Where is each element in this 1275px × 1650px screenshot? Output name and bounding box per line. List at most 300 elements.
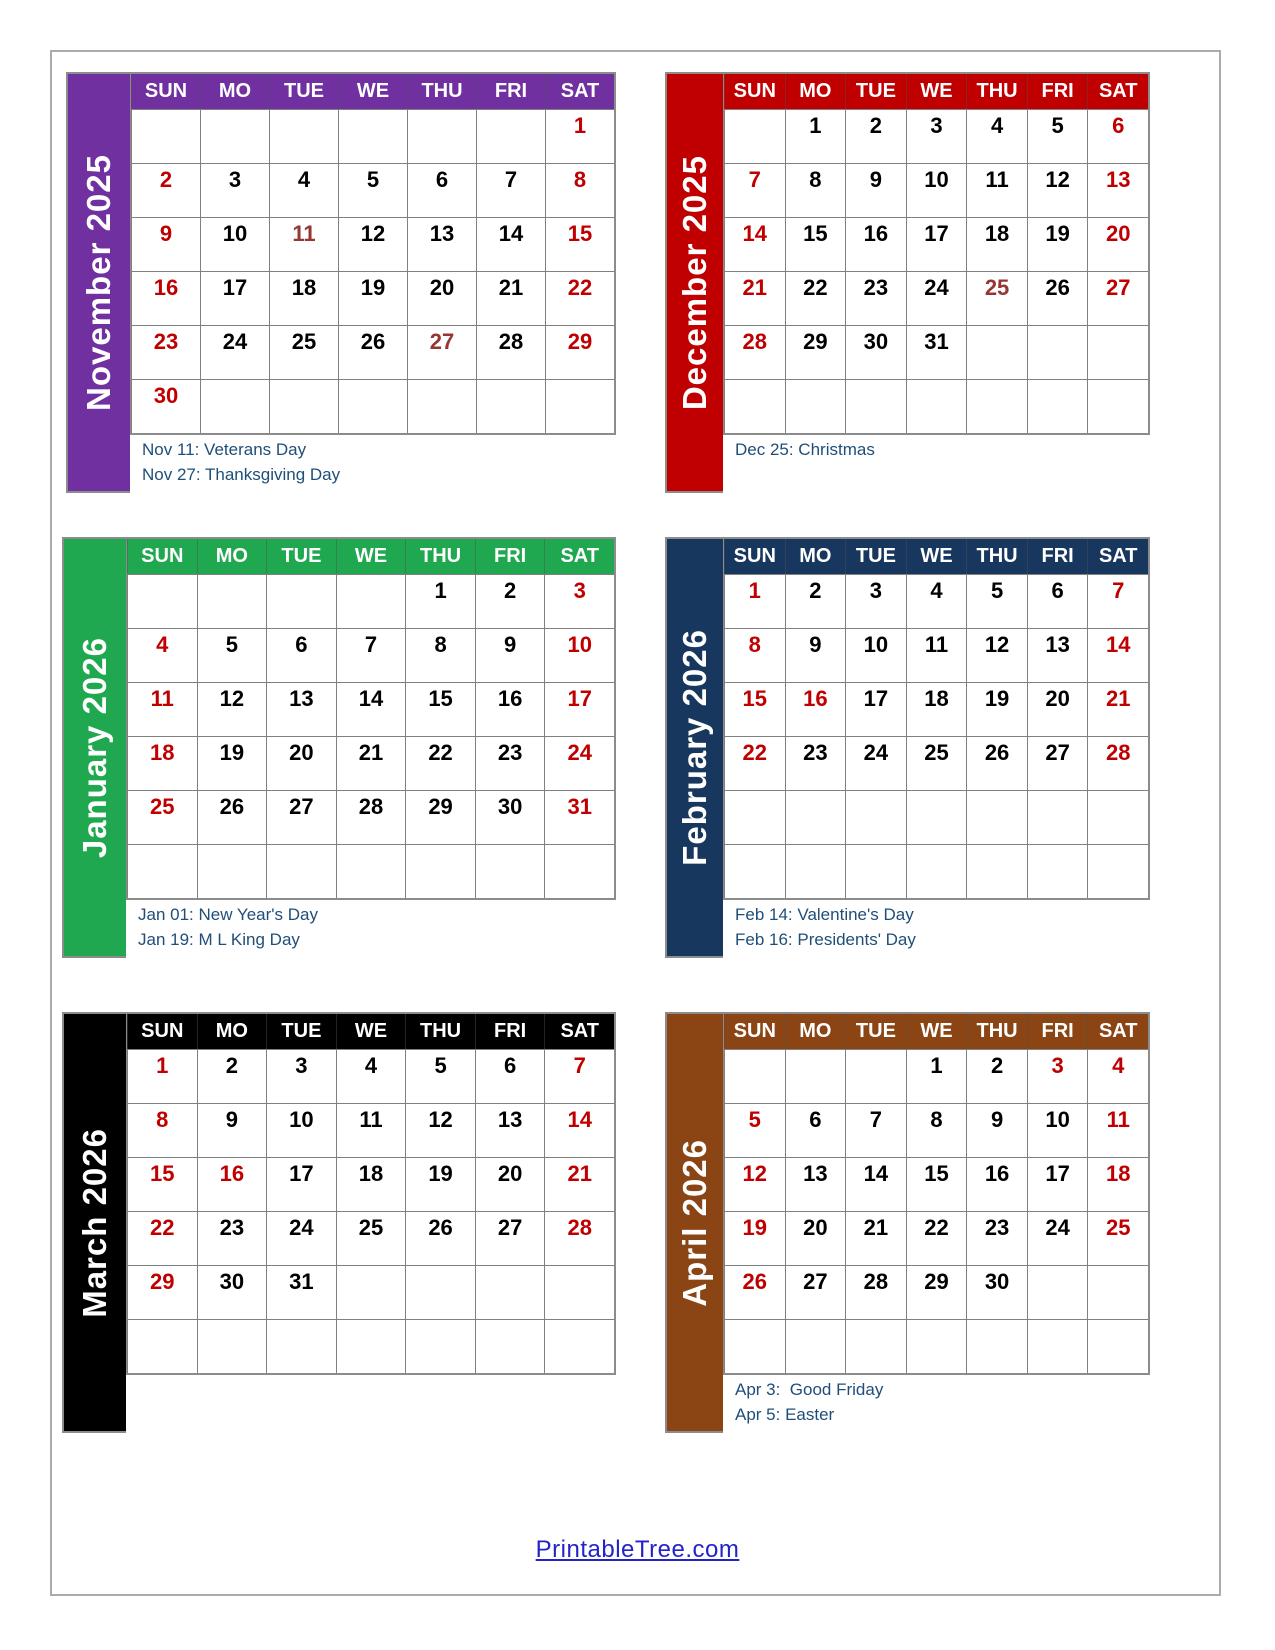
day-header-tue: TUE: [269, 74, 338, 109]
day-cell: [200, 163, 269, 217]
day-number: 27: [1045, 740, 1070, 765]
calendar-dec: [665, 72, 1150, 493]
day-number: 3: [930, 113, 943, 138]
day-cell: [966, 736, 1027, 790]
day-number: 2: [869, 113, 883, 138]
day-cell: [476, 217, 545, 271]
day-cell: [127, 1103, 197, 1157]
day-number: 12: [219, 686, 245, 711]
day-cell: [405, 1211, 475, 1265]
day-cell: [544, 1157, 614, 1211]
day-number: 10: [1045, 1107, 1070, 1132]
day-number: 15: [150, 1161, 175, 1186]
day-number: 29: [428, 794, 453, 819]
day-cell: [785, 1157, 846, 1211]
holiday-note: Jan 19: M L King Day: [138, 929, 300, 949]
footer-link[interactable]: PrintableTree.com: [535, 1536, 740, 1563]
day-number: 27: [429, 329, 455, 354]
month-label-bar: [62, 1012, 126, 1433]
day-number: 24: [1045, 1215, 1070, 1240]
day-number: 16: [153, 275, 179, 300]
empty-cell: [475, 1265, 545, 1319]
day-number: 9: [990, 1107, 1004, 1132]
day-cell: [785, 1265, 846, 1319]
empty-cell: [1027, 790, 1088, 844]
empty-cell: [785, 1319, 846, 1373]
day-header-mo: MO: [785, 539, 846, 574]
day-cell: [127, 736, 197, 790]
day-number: 17: [863, 686, 889, 711]
day-cell: [906, 109, 967, 163]
day-number: 28: [358, 794, 384, 819]
day-cell: [1087, 271, 1148, 325]
day-number: 16: [863, 221, 889, 246]
empty-cell: [845, 1319, 906, 1373]
day-number: 29: [567, 329, 593, 354]
day-cell: [966, 163, 1027, 217]
day-header-we: WE: [906, 74, 967, 109]
day-cell: [785, 325, 846, 379]
day-cell: [845, 217, 906, 271]
day-cell: [200, 271, 269, 325]
empty-cell: [785, 1049, 846, 1103]
day-header-fri: FRI: [475, 539, 545, 574]
weekday-header-row: [724, 1014, 1148, 1049]
day-number: 5: [434, 1053, 447, 1078]
day-number: 30: [497, 794, 523, 819]
holiday-notes: [723, 900, 1150, 958]
day-number: 21: [358, 740, 384, 765]
day-cell: [845, 1103, 906, 1157]
day-number: 13: [497, 1107, 523, 1132]
day-number: 12: [428, 1107, 453, 1132]
day-cell: [845, 163, 906, 217]
day-number: 6: [809, 1107, 822, 1132]
empty-cell: [724, 379, 785, 433]
day-number: 5: [748, 1107, 761, 1132]
day-cell: [407, 163, 476, 217]
day-number: 8: [156, 1107, 169, 1132]
day-cell: [966, 1265, 1027, 1319]
day-cell: [405, 574, 475, 628]
empty-cell: [127, 574, 197, 628]
month-grid: [126, 537, 616, 900]
day-cell: [1027, 628, 1088, 682]
empty-cell: [336, 574, 406, 628]
day-cell: [269, 217, 338, 271]
day-number: 3: [573, 578, 586, 603]
empty-cell: [966, 790, 1027, 844]
day-cell: [131, 217, 200, 271]
day-cell: [724, 1265, 785, 1319]
day-cell: [545, 271, 614, 325]
month-grid: [130, 72, 616, 435]
empty-cell: [845, 790, 906, 844]
day-number: 23: [803, 740, 828, 765]
day-cell: [544, 736, 614, 790]
day-number: 7: [573, 1053, 586, 1078]
day-number: 23: [863, 275, 889, 300]
holiday-note: Nov 27: Thanksgiving Day: [142, 464, 341, 484]
month-grid: [723, 537, 1150, 900]
day-header-mo: MO: [785, 74, 846, 109]
empty-cell: [906, 844, 967, 898]
day-cell: [785, 163, 846, 217]
day-cells: [127, 1049, 614, 1373]
day-number: 8: [809, 167, 822, 192]
day-number: 27: [1105, 275, 1131, 300]
day-header-sun: SUN: [724, 1014, 785, 1049]
day-cell: [127, 1157, 197, 1211]
day-cell: [266, 1103, 336, 1157]
day-number: 12: [984, 632, 1010, 657]
day-cell: [785, 628, 846, 682]
day-cells: [724, 574, 1148, 898]
day-cell: [1087, 682, 1148, 736]
day-number: 29: [924, 1269, 949, 1294]
empty-cell: [966, 1319, 1027, 1373]
day-number: 19: [742, 1215, 768, 1240]
day-number: 4: [156, 632, 169, 657]
holiday-note: Jan 01: New Year's Day: [138, 905, 318, 924]
empty-cell: [131, 109, 200, 163]
day-cell: [269, 271, 338, 325]
day-number: 23: [497, 740, 523, 765]
day-number: 19: [219, 740, 245, 765]
day-cell: [724, 1157, 785, 1211]
day-cell: [785, 271, 846, 325]
day-cell: [966, 1103, 1027, 1157]
day-number: 31: [924, 329, 949, 354]
day-cell: [266, 1265, 336, 1319]
day-number: 24: [222, 329, 248, 354]
day-header-sat: SAT: [544, 539, 614, 574]
day-cell: [544, 682, 614, 736]
month-label-bar: [62, 537, 126, 958]
day-cell: [476, 325, 545, 379]
empty-cell: [1027, 844, 1088, 898]
day-cell: [545, 109, 614, 163]
day-number: 20: [289, 740, 314, 765]
day-cell: [127, 628, 197, 682]
weekday-header-row: [127, 539, 614, 574]
day-number: 8: [573, 167, 587, 192]
day-cell: [544, 1049, 614, 1103]
empty-cell: [1087, 844, 1148, 898]
day-number: 25: [291, 329, 317, 354]
holiday-note: Nov 11: Veterans Day: [142, 440, 307, 459]
day-number: 6: [504, 1053, 517, 1078]
day-number: 25: [358, 1215, 384, 1240]
day-header-fri: FRI: [1027, 539, 1088, 574]
day-number: 17: [222, 275, 248, 300]
month-grid: [723, 1012, 1150, 1375]
day-number: 21: [567, 1161, 592, 1186]
day-number: 18: [1105, 1161, 1131, 1186]
day-cell: [1087, 1049, 1148, 1103]
day-cell: [336, 1103, 406, 1157]
day-cell: [966, 1157, 1027, 1211]
day-number: 11: [292, 221, 316, 246]
day-cell: [545, 163, 614, 217]
day-cell: [1027, 271, 1088, 325]
day-cell: [197, 628, 267, 682]
day-header-fri: FRI: [1027, 1014, 1088, 1049]
day-number: 22: [428, 740, 453, 765]
weekday-header-row: [131, 74, 614, 109]
day-number: 22: [567, 275, 593, 300]
holiday-notes: [723, 435, 1150, 493]
empty-cell: [724, 1319, 785, 1373]
empty-cell: [845, 844, 906, 898]
day-cell: [966, 574, 1027, 628]
empty-cell: [906, 379, 967, 433]
day-cells: [131, 109, 614, 433]
day-number: 2: [225, 1053, 238, 1078]
holiday-note: Feb 16: Presidents' Day: [735, 929, 916, 949]
day-header-mo: MO: [197, 539, 267, 574]
day-number: 8: [930, 1107, 943, 1132]
day-number: 14: [498, 221, 524, 246]
day-cell: [127, 1049, 197, 1103]
day-number: 17: [1045, 1161, 1070, 1186]
day-number: 4: [1112, 1053, 1125, 1078]
day-cell: [338, 163, 407, 217]
holiday-note: Apr 5: Easter: [735, 1404, 835, 1424]
day-cell: [338, 217, 407, 271]
empty-cell: [197, 1319, 267, 1373]
day-number: 18: [984, 221, 1010, 246]
empty-cell: [269, 109, 338, 163]
day-number: 15: [567, 221, 593, 246]
day-number: 22: [742, 740, 768, 765]
day-cell: [966, 217, 1027, 271]
day-number: 25: [984, 275, 1010, 300]
day-number: 10: [567, 632, 592, 657]
day-number: 9: [504, 632, 517, 657]
day-cell: [544, 628, 614, 682]
day-header-thu: THU: [407, 74, 476, 109]
day-cell: [785, 736, 846, 790]
day-number: 1: [434, 578, 447, 603]
month-title: November 2025: [80, 154, 117, 411]
holiday-notes: [126, 900, 616, 958]
day-number: 11: [924, 632, 949, 657]
day-header-sun: SUN: [127, 539, 197, 574]
day-number: 28: [742, 329, 768, 354]
day-cell: [405, 790, 475, 844]
empty-cell: [407, 109, 476, 163]
day-cell: [127, 1265, 197, 1319]
day-number: 27: [289, 794, 314, 819]
day-cell: [475, 682, 545, 736]
empty-cell: [476, 379, 545, 433]
day-cell: [1087, 574, 1148, 628]
day-header-we: WE: [906, 539, 967, 574]
day-cell: [845, 109, 906, 163]
day-header-sun: SUN: [131, 74, 200, 109]
day-cell: [906, 1103, 967, 1157]
day-number: 2: [159, 167, 173, 192]
day-number: 13: [803, 1161, 828, 1186]
day-cell: [197, 1211, 267, 1265]
day-number: 11: [985, 167, 1009, 192]
day-cell: [336, 1049, 406, 1103]
day-number: 23: [219, 1215, 245, 1240]
empty-cell: [405, 1265, 475, 1319]
day-number: 8: [748, 632, 761, 657]
day-header-sun: SUN: [724, 539, 785, 574]
day-number: 15: [803, 221, 828, 246]
day-number: 17: [924, 221, 949, 246]
day-cell: [405, 1049, 475, 1103]
day-cell: [336, 682, 406, 736]
day-header-thu: THU: [966, 539, 1027, 574]
day-cell: [724, 1211, 785, 1265]
day-cell: [545, 217, 614, 271]
empty-cell: [906, 790, 967, 844]
day-number: 21: [742, 275, 768, 300]
empty-cell: [1087, 790, 1148, 844]
day-cell: [966, 109, 1027, 163]
day-header-mo: MO: [200, 74, 269, 109]
day-number: 15: [428, 686, 453, 711]
day-cell: [266, 790, 336, 844]
day-cell: [724, 574, 785, 628]
day-number: 20: [1105, 221, 1131, 246]
holiday-note: Dec 25: Christmas: [735, 440, 875, 459]
day-cell: [407, 217, 476, 271]
day-cell: [197, 1103, 267, 1157]
month-label-bar: [665, 1012, 723, 1433]
day-cell: [200, 325, 269, 379]
empty-cell: [1027, 325, 1088, 379]
day-number: 7: [869, 1107, 883, 1132]
day-header-we: WE: [906, 1014, 967, 1049]
day-cell: [906, 1211, 967, 1265]
day-cell: [336, 790, 406, 844]
day-number: 12: [360, 221, 386, 246]
empty-cell: [845, 379, 906, 433]
day-header-sat: SAT: [1087, 539, 1148, 574]
day-cells: [724, 109, 1148, 433]
day-number: 10: [289, 1107, 314, 1132]
calendar-mar: [62, 1012, 616, 1433]
day-cell: [1087, 1211, 1148, 1265]
day-number: 6: [1112, 113, 1125, 138]
day-number: 7: [748, 167, 761, 192]
day-header-tue: TUE: [266, 1014, 336, 1049]
day-cell: [785, 217, 846, 271]
empty-cell: [544, 1265, 614, 1319]
day-cell: [131, 325, 200, 379]
day-number: 8: [434, 632, 447, 657]
day-cell: [266, 628, 336, 682]
empty-cell: [266, 844, 336, 898]
day-number: 7: [1112, 578, 1125, 603]
day-number: 21: [1105, 686, 1131, 711]
day-cell: [197, 790, 267, 844]
day-number: 16: [497, 686, 523, 711]
day-cell: [200, 217, 269, 271]
day-header-tue: TUE: [845, 1014, 906, 1049]
day-cell: [1027, 163, 1088, 217]
day-number: 10: [863, 632, 889, 657]
day-cell: [1027, 1049, 1088, 1103]
day-number: 14: [863, 1161, 889, 1186]
day-cell: [544, 790, 614, 844]
day-number: 19: [984, 686, 1010, 711]
day-cell: [1087, 628, 1148, 682]
empty-cell: [906, 1319, 967, 1373]
day-header-tue: TUE: [266, 539, 336, 574]
day-cell: [906, 325, 967, 379]
day-cell: [407, 271, 476, 325]
day-cell: [197, 1265, 267, 1319]
empty-cell: [127, 844, 197, 898]
day-number: 18: [150, 740, 175, 765]
day-number: 4: [364, 1053, 378, 1078]
day-header-we: WE: [338, 74, 407, 109]
day-number: 18: [358, 1161, 384, 1186]
day-number: 1: [809, 113, 822, 138]
day-cell: [266, 736, 336, 790]
day-cell: [785, 682, 846, 736]
day-number: 17: [567, 686, 592, 711]
calendar-feb: [665, 537, 1150, 958]
day-number: 25: [924, 740, 949, 765]
day-number: 4: [930, 578, 943, 603]
day-number: 24: [924, 275, 949, 300]
day-number: 26: [219, 794, 245, 819]
day-number: 2: [504, 578, 517, 603]
empty-cell: [966, 379, 1027, 433]
day-cell: [405, 628, 475, 682]
day-cell: [845, 628, 906, 682]
day-cell: [966, 1049, 1027, 1103]
day-number: 1: [930, 1053, 943, 1078]
day-number: 25: [150, 794, 175, 819]
empty-cell: [338, 109, 407, 163]
day-number: 10: [222, 221, 248, 246]
day-cell: [475, 1211, 545, 1265]
day-cell: [724, 1103, 785, 1157]
empty-cell: [266, 574, 336, 628]
day-number: 9: [225, 1107, 238, 1132]
empty-cell: [785, 790, 846, 844]
day-number: 6: [1051, 578, 1064, 603]
day-number: 31: [289, 1269, 314, 1294]
day-number: 11: [359, 1107, 383, 1132]
day-cell: [336, 736, 406, 790]
day-cell: [906, 271, 967, 325]
day-header-thu: THU: [966, 74, 1027, 109]
day-cell: [724, 217, 785, 271]
empty-cell: [724, 790, 785, 844]
day-cell: [197, 682, 267, 736]
day-number: 3: [295, 1053, 308, 1078]
day-number: 6: [295, 632, 308, 657]
day-cell: [1027, 1103, 1088, 1157]
day-cell: [476, 163, 545, 217]
day-cell: [1027, 1211, 1088, 1265]
day-cell: [127, 1211, 197, 1265]
empty-cell: [197, 844, 267, 898]
month-title: April 2026: [676, 1138, 713, 1307]
day-cells: [127, 574, 614, 898]
empty-cell: [1087, 379, 1148, 433]
footer: [0, 1536, 1275, 1564]
